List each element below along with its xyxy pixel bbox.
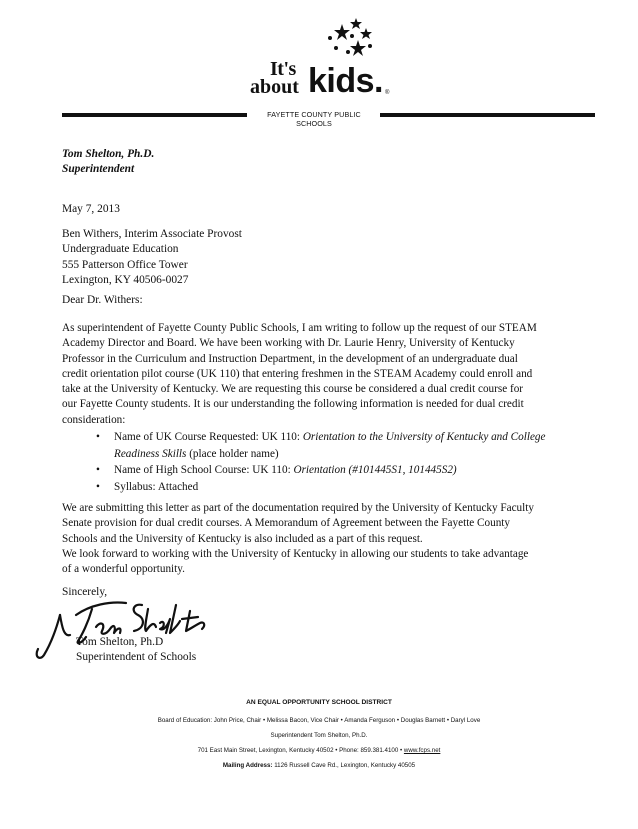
body-paragraph-1	[62, 321, 582, 428]
bullet-icon: •	[96, 431, 100, 443]
logo-kids: kids.	[308, 62, 383, 100]
bullet-icon: •	[96, 480, 100, 493]
logo-about: about	[250, 76, 299, 98]
closing: Sincerely,	[62, 586, 108, 598]
bullet-label: Syllabus: Attached	[114, 480, 199, 493]
stars-icon	[322, 16, 378, 64]
body-line: Schools and the University of Kentucky is also included as a part of this request.	[62, 532, 423, 545]
footer-mailing	[0, 762, 638, 769]
recipient-line: 555 Patterson Office Tower	[62, 258, 188, 271]
body-paragraph-2	[62, 501, 582, 577]
body-line: Academy Director and Board. We have been working with Dr. Laurie Henry, University of Kentucky	[62, 337, 515, 350]
list-item	[96, 479, 566, 496]
sender-title: Superintendent	[62, 163, 135, 175]
bullet-italic: Orientation (#101445S1, 101445S2)	[293, 464, 457, 476]
footer-board: Board of Education: John Price, Chair • Melissa Bacon, Vice Chair • Amanda Ferguson • Douglas Barnett • Daryl Love	[157, 717, 481, 724]
salutation: Dear Dr. Withers:	[62, 294, 143, 306]
district-name: FAYETTE COUNTY PUBLIC SCHOOLS	[267, 110, 361, 128]
body-line: credit orientation pilot course (UK 110) that entering freshmen in the STEAM Academy could enroll and	[62, 367, 533, 380]
body-line: our Fayette County students. It is our understanding the following information is needed for dual credit	[62, 398, 524, 411]
bullet-icon: •	[96, 464, 100, 476]
recipient-block	[62, 227, 242, 288]
recipient-line: Undergraduate Education	[62, 243, 179, 256]
footer-heading: AN EQUAL OPPORTUNITY SCHOOL DISTRICT	[246, 699, 392, 706]
footer-superintendent: Superintendent Tom Shelton, Ph.D.	[270, 732, 368, 739]
list-item	[96, 429, 566, 462]
body-line: of a wonderful opportunity.	[62, 563, 185, 576]
list-item	[96, 462, 566, 479]
body-line: Professor in the Curriculum and Instruction Department, in the development of an undergraduate dual	[62, 352, 518, 365]
bullet-label: Name of High School Course: UK 110:	[114, 464, 294, 476]
logo-registered: ®	[385, 90, 390, 96]
sender-name: Tom Shelton, Ph.D.	[62, 148, 155, 160]
website-link[interactable]: www.fcps.net	[403, 747, 441, 754]
body-line: We are submitting this letter as part of the documentation required by the University of Kentucky Faculty	[62, 502, 534, 514]
bullet-italic: Orientation to the University of Kentucky and College	[302, 431, 546, 443]
logo-its: It's	[270, 58, 296, 80]
requirements-list	[96, 429, 566, 495]
footer-address	[0, 747, 638, 754]
recipient-line: Ben Withers, Interim Associate Provost	[62, 228, 242, 240]
district-logo	[250, 10, 390, 105]
letterhead-rule-left	[62, 113, 247, 117]
letter-date: May 7, 2013	[62, 203, 120, 215]
body-line: take at the University of Kentucky. We are requesting this course be considered a dual credit course for	[62, 383, 524, 396]
body-line: As superintendent of Fayette County Public Schools, I am writing to follow up the request of our STEAM	[62, 322, 537, 334]
recipient-line: Lexington, KY 40506-0027	[62, 273, 189, 286]
body-line: We look forward to working with the University of Kentucky in allowing our students to take advantage	[62, 547, 529, 560]
mailing-address: 1126 Russell Cave Rd., Lexington, Kentucky 40505	[272, 762, 416, 769]
bullet-cont: (place holder name)	[186, 447, 279, 460]
mailing-label: Mailing Address:	[222, 762, 273, 769]
body-line: consideration:	[62, 413, 126, 426]
bullet-label: Name of UK Course Requested: UK 110:	[114, 431, 303, 443]
bullet-italic-cont: Readiness Skills	[114, 447, 187, 460]
body-line: Senate provision for dual credit courses. A Memorandum of Agreement between the Fayette County	[62, 517, 511, 530]
letterhead-rule-right	[380, 113, 595, 117]
footer-street: 701 East Main Street, Lexington, Kentucky 40502 • Phone: 859.381.4100 •	[197, 747, 404, 754]
signer-name: Tom Shelton, Ph.D	[76, 636, 164, 648]
signer-title: Superintendent of Schools	[76, 651, 197, 663]
